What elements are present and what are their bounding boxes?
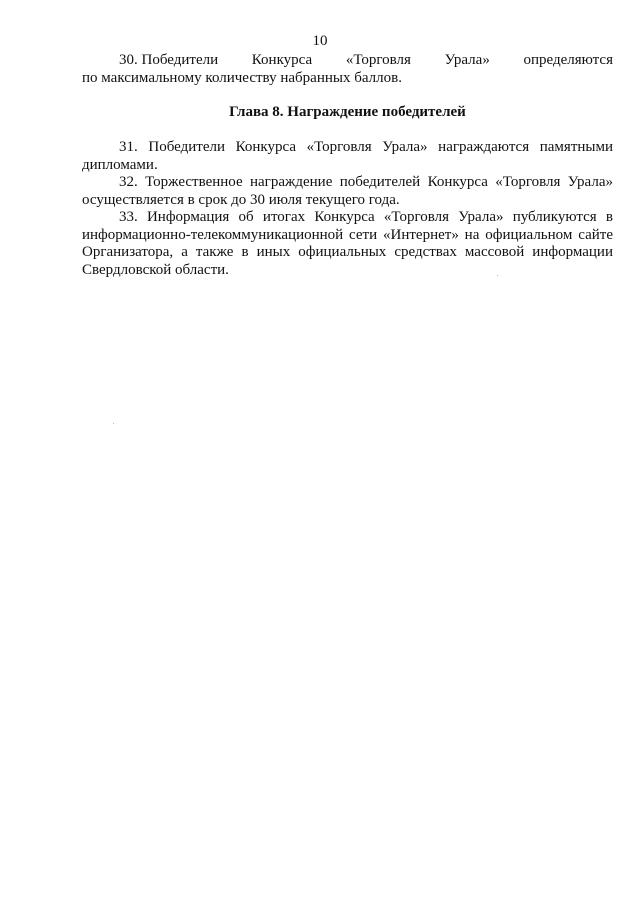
chapter-heading: Глава 8. Награждение победителей — [229, 104, 466, 120]
paragraph-30-word: 30. Победители — [119, 52, 219, 68]
paragraph-30-word: «Торговля — [345, 52, 411, 68]
paragraph-33: 33. Информация об итогах Конкурса «Торговля Урала» публикуются в информационно-телекоммуникационной сети «Интернет» на официальном сайте Организатора, а также в иных официальных средствах массовой информации Свердловской области. — [82, 209, 613, 278]
paragraph-30-word: Конкурса — [251, 52, 313, 68]
paragraph-30-continuation: по максимальному количеству набранных баллов. — [82, 69, 402, 86]
document-body — [82, 52, 613, 279]
paragraph-30-word: Урала» — [444, 52, 490, 68]
scan-speck — [497, 275, 498, 276]
paragraph-31: 31. Победители Конкурса «Торговля Урала» награждаются памятными дипломами. — [82, 139, 613, 173]
paragraph-30-first-line — [82, 52, 613, 70]
scan-speck — [113, 423, 114, 424]
paragraph-30-word: определяются — [523, 52, 613, 68]
page-number: 10 — [312, 33, 328, 49]
paragraph-30 — [82, 52, 613, 87]
paragraph-32: 32. Торжественное награждение победителей Конкурса «Торговля Урала» осуществляется в срок до 30 июля текущего года. — [82, 174, 613, 208]
